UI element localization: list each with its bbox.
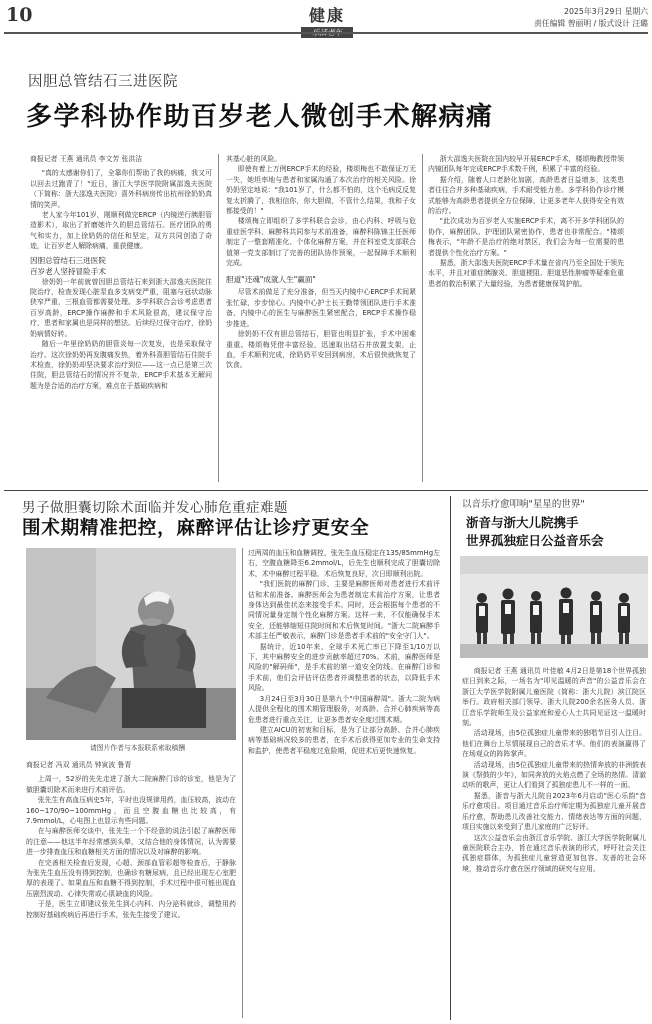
story1-paragraph: 据介绍，随着人口老龄化加剧，高龄患者日益增多，这类患者往往合并多种基础疾病，手术耐受能力差。多学科协作诊疗模式能够为高龄患者提供全方位保障，让更多老年人获得安全有效的治疗。 [428,175,624,216]
story2-paragraph: 据统计，近10年来，全球手术死亡率已下降至1/10万以下，其中麻醉安全的进步贡献率超过70%。术前，麻醉医师是风险的"解码师"，是手术前的第一道安全防线。在麻醉门诊和手术前，他们会评估评估患者并调整患者的状态，以降低手术风险。 [248,642,440,693]
story1-paragraph: 楼颂梅立即组织了多学科联合会诊，由心内科、呼吸与危重症医学科、麻醉科共同参与术前准备，麻醉科陈锦主任医师制定了一整套精准化、个体化麻醉方案，并在科室党支部联合值第一党支部制订了完善的团队协作预案，一起保障手术顺利完成。 [226,217,416,268]
story1-paragraph: 其基心脏的风险。 [226,155,282,163]
story2-paragraph: 张先生有高血压病史5年，平时也没规律用药，血压较高，波动在160~170/90~100mmHg，而且空腹血糖也比较高，有7.9mmol/L，心电图上也显示有些问题。 [26,796,236,826]
story1-byline: 商报记者 王燕 通讯员 李文芳 张洪洁 [30,155,143,163]
story3-paragraph: 活动现场，由5位孤独症儿童带来的热情奔放的非洲鼓表演《祭鼓的少年》，如同奔放的火焰点燃了全场的热情。清澈动听的歌声，更让人们看到了孤独症患儿不一样的一面。 [462,760,646,790]
story2-byline: 商报记者 冯双 通讯员 钟寅波 鲁青 [26,761,132,769]
elderly-man-illustration [26,548,236,740]
story3-paragraph: 商报记者 王燕 通讯员 叶佳敏 4月2日是第18个世界孤独症日到来之际，一场名为"叩见温暖的声音"的公益音乐会在浙江大学医学院附属儿童医院（简称：浙大儿院）滨江院区举行。政府相关部门领导、浙大儿院200余名医务人员、浙江音乐学院师生及公益家庭和爱心人士共同见证这一温暖时刻。 [462,667,646,728]
photo-caption: 请图片作者与本报联系索取稿酬 [90,744,186,752]
story1-paragraph: 浙大邵逸夫医院在国内较早开展ERCP手术，楼颂梅教授带领内镜团队每年完成ERCP手术数千例，积累了丰富的经验。 [428,155,624,174]
story1-paragraph: "真的太感谢你们了，全靠你们帮助了我的病痛，我又可以回去过跑青了！"近日，浙江大学医学院附属邵逸夫医院（下简称：浙大邵逸夫医院）喜外科病房传出杭州徐奶奶真情的笑声。 [30,169,212,209]
story2-paragraph: 在与麻醉医师交谈中，张先生一个不经意的说法引起了麻醉医师的注意——他这半年经常感到头晕，又结合他的身体情况，认为需要进一步排查血压和血糖相关方面的情况以及对麻醉的影响。 [26,827,236,857]
story1-paragraph: 徐奶奶不仅有胆总管结石，胆管也明显扩张，手术中困难重重。楼颂梅凭借丰富经验，迅速取出结石并放置支架，止血，手术顺利完成，徐奶奶平安回到病房，术后很快就恢复了饮食。 [226,330,416,370]
story1-paragraph: 徐奶奶一年前就曾因胆总管结石来到浙大邵逸夫医院住院治疗，检查发现心脏泵血多支病变严重，阻塞与冠状动脉狭窄严重，三根血管都需要处理。多学科联合会诊考虑患者百岁高龄，ERCP操作麻醉和手术风险很高，建议保守治疗，患者和家属也是同样的想法。后续经过保守治疗，徐奶奶病情好转。 [30,277,212,338]
story3-paragraph: 活动现场，由5位孤独症儿童带来的独唱节目引人注目。他们在舞台上尽情展现自己的音乐才华。他们的表演赢得了在场观众的阵阵掌声。 [462,729,646,759]
story3-photo [460,556,648,658]
editor-credits: 责任编辑 曾丽明 / 版式设计 汪璐 [534,19,648,28]
story2-paragraph: 于是，医生立即建议张先生到心内科、内分泌科就诊，调整用药控制好基础疾病后再进行手术，张先生接受了建议。 [26,900,236,919]
header-rule [4,32,648,34]
story2-photo [26,548,236,740]
story1-paragraph: 据悉，浙大邵逸夫医院ERCP手术量在省内乃至全国处于领先水平，并且对重症胰腺炎、胆道梗阻、胆道恶性肿瘤等疑难危重患者的救治积累了大量经验，为患者健康保驾护航。 [428,259,624,288]
story3-paragraph: 据悉，浙音与浙大儿院自2023年6月启动"医心乐韵"音乐疗愈项目。项目通过音乐治疗师定期为孤独症儿童开展音乐疗愈，帮助患儿改善社交能力、情绪表达等方面的问题，项目实施以来受到了患儿家庭的广泛好评。 [462,791,646,832]
story2-kicker: 男子做胆囊切除术面临并发心肺危重症难题 [22,500,288,516]
story1-column-3 [428,154,624,484]
story2-paragraph: 过两周的血压和血糖调控，张先生血压稳定在135/85mmHg左右，空腹血糖降至6.2mmol/L，后先生也顺利完成了胆囊切除术，术中麻醉过程平稳，术后恢复良好，次日即顺利出院。 [248,549,440,578]
story1-paragraph: 即使有着上万例ERCP手术的经验，楼颂梅也不敢保证万无一失，她坦率地与患者和家属沟通了本次治疗的相关风险。徐奶奶坚定地说："我101岁了，什么都不怕的，这个毛病反反复复太折腾了，我相信你，你大胆做，不管什么结果，我和子女都接受的！" [226,165,416,216]
column-divider [242,548,243,1018]
story1-column-1 [30,154,212,484]
story3-kicker: 以音乐疗愈叩响"星星的世界" [462,499,585,510]
section-name: 健康 [308,6,345,25]
story1-paragraph: 老人家今年101岁，刚顺利做完ERCP（内镜逆行胰胆管造影术），取出了折磨她许久的胆总管结石。医疗团队的勇气和实力，加上徐奶奶的信任和坚定，双方共同创造了奇迹，让百岁老人解除病痛，重获健康。 [30,211,212,251]
children-choir-illustration [460,556,648,658]
story2-headline: 围术期精准把控，麻醉评估让诊疗更安全 [22,518,370,539]
story1-subhead-1: 因胆总管结石三进医院 百岁老人坚持冒险手术 [30,255,106,276]
story1-column-2 [226,154,416,484]
story2-paragraph: "我们医院的麻醉门诊，主要是麻醉医师对患者进行术前评估和术前准备。麻醉医师会为患者制定术前治疗方案，让患者身体达到最佳状态来接受手术。同时，还会根据每个患者的不同情况量身定制个性化麻醉方案。这样一来，不仅能确保手术安全，还能够缩短住院时间和术后恢复时间。"浙大二院麻醉手术部主任严敏表示，麻醉门诊是患者手术前的"安全守门人"。 [248,580,440,641]
page-number: 10 [6,4,33,26]
story1-subhead-2: 胆道"还魂"成就人生"赢面" [226,275,316,285]
story2-paragraph: 建立AICU的初衷和目标，是为了让部分高龄、合并心肺疾病等基础病况较多的患者，在手术后获得更加专业的生命支持和监护，使患者平稳度过危险期，促进术后更快速恢复。 [248,725,440,755]
story1-kicker: 因胆总管结石三进医院 [28,74,178,90]
story2-column-1 [26,760,236,1020]
story3-paragraph: 这次公益音乐会由浙江音乐学院、浙江大学医学院附属儿童医院联合主办，旨在通过音乐表演的形式，呼吁社会关注孤独症群体，为孤独症儿童营造更加包容、友善的社会环境，推动音乐疗愈在医疗领域的研究与应用。 [462,833,646,873]
story-separator [4,490,648,491]
issue-date: 2025年3月29日 星期六 [564,7,648,16]
story3-headline: 浙音与浙大儿院携手 世界孤独症日公益音乐会 [466,515,604,548]
story1-paragraph: "此次成功为百岁老人实施ERCP手术，离不开多学科团队的协作，麻醉团队、护理团队紧密协作，患者也非常配合。"楼颂梅表示，"年龄不是治疗的绝对禁区，我们会为每一位需要的患者提供个性化治疗方案。" [428,217,624,257]
column-divider [218,154,219,482]
story2-paragraph: 上周一，52岁的先先走进了浙大二院麻醉门诊的诊室，他是为了做胆囊切除术而来进行术前评估。 [26,775,236,794]
story2-column-2 [248,548,440,1020]
story1-headline: 多学科协作助百岁老人微创手术解病痛 [26,102,494,132]
story3-column [462,666,646,1020]
story1-paragraph: 随后一年里徐奶奶的胆管炎每一次复发，也是采取保守治疗。这次徐奶奶再发腹痛发热，着外科喜胆管结石住院手术检查，徐奶奶却坚决要求治疗到位——这一点已是第三次住院，胆总管结石的情况并不复杂，ERCP手术基本无解问题为是合适的治疗方案，难点在于基础疾病和 [30,340,212,390]
story2-paragraph: 在完善相关检查后发现，心超、颈部血管彩超等检查后，于静脉为张先生血压没有得到控制，也确诊有糖尿病，且已经出现左心室肥厚的表现了。如果血压和血糖不得到控制，手术过程中很可能出现血压剧烈波动、心律失常或心肌缺血的风险。 [26,858,236,898]
story2-paragraph: 3月24日至3月30日是第九个"中国麻醉周"。浙大二院为病人提供全程化的围术期管理服务，对高龄、合并心肺疾病等高危患者进行重点关注，让更多患者安全度过围术期。 [248,694,440,724]
story-divider [450,496,451,1020]
story1-paragraph: 尽管术前做足了充分准备，但当天内镜中心ERCP手术间紧张忙碌，步步惊心。内镜中心护士长王勤带领团队进行手术准备，内镜中心的医生与麻醉医生紧密配合，ERCP手术操作稳步推进。 [226,288,416,328]
column-divider [422,154,423,482]
